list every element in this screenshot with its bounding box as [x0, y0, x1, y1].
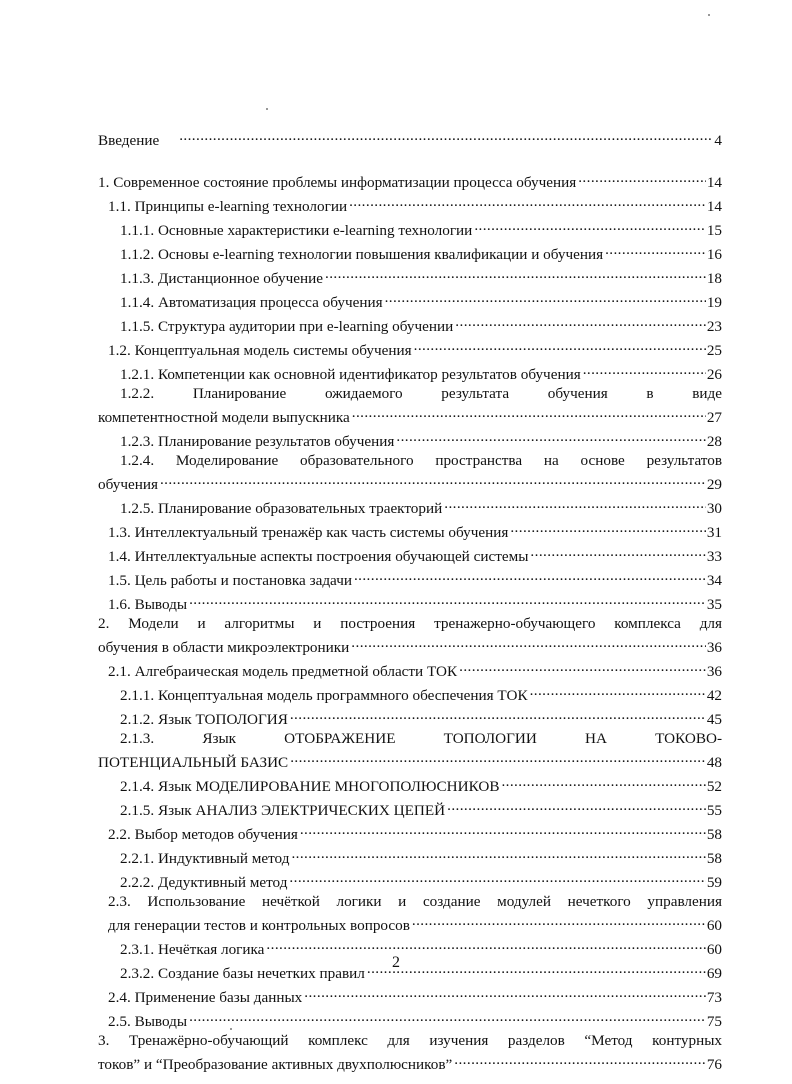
toc-entry-page: 26	[706, 366, 722, 383]
toc-entry	[98, 288, 722, 312]
toc-entry-page: 4	[714, 132, 722, 149]
toc-entry-title: 1.3. Интеллектуальный тренажёр как часть системы обучения	[108, 524, 509, 541]
toc-entry	[98, 264, 722, 288]
toc-entry-title: 2.1.5. Язык АНАЛИЗ ЭЛЕКТРИЧЕСКИХ ЦЕПЕЙ	[120, 802, 446, 819]
toc-gap	[98, 150, 722, 168]
toc-entry-page: 36	[706, 639, 722, 656]
toc-leader-dots	[302, 983, 706, 1002]
toc-entry-title: 1.1.2. Основы e-learning технологии повышения квалификации и обучения	[120, 246, 604, 263]
toc-entry-page: 14	[706, 198, 722, 215]
toc-entry-page: 42	[706, 687, 722, 704]
toc-entry-page: 60	[706, 941, 722, 958]
toc-entry-page: 18	[706, 270, 722, 287]
toc-entry-title: компетентностной модели выпускника	[98, 409, 350, 426]
toc-leader-dots	[288, 748, 706, 767]
toc-leader-dots	[347, 192, 706, 211]
toc-entry-continuation	[98, 748, 722, 772]
toc-entry	[98, 983, 722, 1007]
toc-entry-title: 1.1.3. Дистанционное обучение	[120, 270, 324, 287]
toc-entry-title: ПОТЕНЦИАЛЬНЫЙ БАЗИС	[98, 754, 289, 771]
toc-leader-dots	[412, 336, 706, 355]
toc-leader-dots	[528, 542, 705, 561]
toc-entry-page: 28	[706, 433, 722, 450]
toc-leader-dots	[287, 868, 705, 887]
toc-leader-dots	[581, 360, 706, 379]
toc-entry-page: 75	[706, 1013, 722, 1030]
toc-entry-title: обучения в области микроэлектроники	[98, 639, 350, 656]
toc-entry-multiline	[98, 614, 722, 657]
toc-leader-dots	[576, 168, 706, 187]
toc-entry	[98, 336, 722, 360]
toc-entry-page: 60	[706, 917, 722, 934]
toc-entry-title: 2.2.1. Индуктивный метод	[120, 850, 290, 867]
toc-entry-page: 69	[706, 965, 722, 982]
table-of-contents	[98, 126, 722, 1074]
toc-entry-page: 14	[706, 174, 722, 191]
scan-speck	[230, 1028, 232, 1030]
toc-leader-dots	[350, 403, 706, 422]
toc-entry-page: 58	[706, 850, 722, 867]
toc-entry-title: 1.1.5. Структура аудитории при e-learning обучении	[120, 318, 454, 335]
toc-list	[98, 168, 722, 1074]
toc-entry-page: 34	[706, 572, 722, 589]
toc-leader-dots	[472, 216, 706, 235]
toc-entry-multiline	[98, 451, 722, 494]
toc-entry-multiline	[98, 892, 722, 935]
toc-leader-dots	[383, 288, 706, 307]
toc-entry	[98, 216, 722, 240]
toc-entry-title: для генерации тестов и контрольных вопросов	[108, 917, 410, 934]
toc-entry	[98, 360, 722, 384]
toc-entry	[98, 427, 722, 451]
toc-leader-dots	[177, 126, 713, 145]
toc-entry-title: 1.1.4. Автоматизация процесса обучения	[120, 294, 383, 311]
toc-entry-page: 35	[706, 596, 722, 613]
toc-leader-dots	[298, 820, 706, 839]
toc-leader-dots	[187, 590, 706, 609]
toc-leader-dots	[457, 657, 706, 676]
toc-entry-page: 55	[706, 802, 722, 819]
toc-entry-title: 1.2.5. Планирование образовательных траекторий	[120, 500, 443, 517]
toc-leader-dots	[603, 240, 706, 259]
toc-entry-title: 1.1. Принципы e-learning технологии	[108, 198, 348, 215]
toc-entry-multiline	[98, 729, 722, 772]
toc-leader-dots	[394, 427, 705, 446]
toc-entry	[98, 590, 722, 614]
toc-entry-page: 23	[706, 318, 722, 335]
toc-entry-title: 2.1.2. Язык ТОПОЛОГИЯ	[120, 711, 288, 728]
toc-entry-continuation	[108, 911, 722, 935]
toc-leader-dots	[323, 264, 706, 283]
toc-leader-dots	[264, 935, 705, 954]
toc-entry	[98, 566, 722, 590]
toc-entry	[98, 518, 722, 542]
toc-entry-page: 52	[706, 778, 722, 795]
toc-entry-title: 2.1.4. Язык МОДЕЛИРОВАНИЕ МНОГОПОЛЮСНИКОВ	[120, 778, 500, 795]
toc-entry-title: 1.2. Концептуальная модель системы обучения	[108, 342, 412, 359]
toc-entry-title: 1.6. Выводы	[108, 596, 188, 613]
toc-entry	[98, 705, 722, 729]
toc-entry-title: 2.5. Выводы	[108, 1013, 188, 1030]
toc-entry-page: 33	[706, 548, 722, 565]
toc-entry	[98, 168, 722, 192]
toc-entry-title: 2.2.2. Дедуктивный метод	[120, 874, 288, 891]
toc-entry-page: 76	[706, 1056, 722, 1073]
toc-entry	[98, 494, 722, 518]
toc-entry-title: 1.5. Цель работы и постановка задачи	[108, 572, 352, 589]
toc-entry-title: 1. Современное состояние проблемы информатизации процесса обучения	[98, 174, 577, 191]
toc-entry-title-line: 1.2.4. Моделирование образовательного пространства на основе результатов	[120, 452, 722, 469]
toc-entry-title: 1.2.3. Планирование результатов обучения	[120, 433, 395, 450]
toc-leader-dots	[499, 772, 705, 791]
toc-entry-page: 45	[706, 711, 722, 728]
toc-entry	[98, 681, 722, 705]
toc-entry	[98, 868, 722, 892]
toc-leader-dots	[452, 1050, 706, 1069]
toc-entry	[98, 657, 722, 681]
toc-entry-title-line: 2.3. Использование нечёткой логики и создание модулей нечеткого управления	[108, 893, 722, 910]
toc-entry-continuation	[98, 470, 722, 494]
toc-entry-title: 2.4. Применение базы данных	[108, 989, 303, 1006]
toc-leader-dots	[158, 470, 706, 489]
toc-entry-title-line: 2. Модели и алгоритмы и построения тренажерно-обучающего комплекса для	[98, 615, 722, 632]
toc-entry-page: 16	[706, 246, 722, 263]
toc-entry-page: 29	[706, 476, 722, 493]
toc-entry-title: 2.2. Выбор методов обучения	[108, 826, 298, 843]
toc-entry-title: 1.1.1. Основные характеристики e-learning технологии	[120, 222, 473, 239]
toc-entry-page: 59	[706, 874, 722, 891]
toc-entry	[98, 312, 722, 336]
toc-leader-dots	[453, 312, 706, 331]
toc-leader-dots	[410, 911, 706, 930]
toc-entry-page: 27	[706, 409, 722, 426]
toc-leader-dots	[442, 494, 706, 513]
toc-entry-title-line: 1.2.2. Планирование ожидаемого результата обучения в виде	[120, 385, 722, 402]
toc-entry-page: 31	[706, 524, 722, 541]
toc-entry-intro	[98, 126, 722, 150]
scan-speck	[266, 108, 268, 110]
toc-entry-title-line: 3. Тренажёрно-обучающий комплекс для изучения разделов “Метод контурных	[98, 1032, 722, 1049]
toc-entry-continuation	[98, 633, 722, 657]
toc-entry	[98, 796, 722, 820]
toc-entry	[98, 820, 722, 844]
toc-leader-dots	[508, 518, 705, 537]
toc-entry-page: 30	[706, 500, 722, 517]
toc-leader-dots	[528, 681, 706, 700]
toc-entry-continuation	[98, 403, 722, 427]
toc-entry-page: 15	[706, 222, 722, 239]
toc-leader-dots	[445, 796, 706, 815]
toc-entry-title: 1.4. Интеллектуальные аспекты построения обучающей системы	[108, 548, 529, 565]
toc-entry	[98, 1007, 722, 1031]
toc-entry-page: 58	[706, 826, 722, 843]
toc-entry-page: 48	[706, 754, 722, 771]
toc-entry-title: токов” и “Преобразование активных двухполюсников”	[98, 1056, 453, 1073]
toc-entry-title: обучения	[98, 476, 158, 493]
toc-entry	[98, 240, 722, 264]
toc-leader-dots	[187, 1007, 706, 1026]
toc-entry	[98, 192, 722, 216]
toc-entry-multiline	[98, 384, 722, 427]
toc-entry-page: 73	[706, 989, 722, 1006]
toc-entry-title: 1.2.1. Компетенции как основной идентификатор результатов обучения	[120, 366, 581, 383]
toc-entry-title: 2.3.2. Создание базы нечетких правил	[120, 965, 365, 982]
toc-entry-multiline	[98, 1031, 722, 1074]
toc-entry-title: 2.1.1. Концептуальная модель программного обеспечения ТОК	[120, 687, 528, 704]
toc-entry-continuation	[98, 1050, 722, 1074]
scan-speck	[708, 14, 710, 16]
toc-entry-page: 36	[706, 663, 722, 680]
toc-entry-title: 2.3.1. Нечёткая логика	[120, 941, 265, 958]
toc-entry	[98, 844, 722, 868]
toc-entry	[98, 542, 722, 566]
toc-leader-dots	[349, 633, 706, 652]
toc-leader-dots	[352, 566, 706, 585]
toc-leader-dots	[289, 844, 705, 863]
toc-entry	[98, 772, 722, 796]
toc-leader-dots	[288, 705, 706, 724]
toc-entry-title: 2.1. Алгебраическая модель предметной области ТОК	[108, 663, 458, 680]
toc-entry-title: Введение	[98, 132, 160, 149]
toc-entry-page: 25	[706, 342, 722, 359]
page-number: 2	[392, 954, 400, 971]
toc-entry-page: 19	[706, 294, 722, 311]
toc-entry-title-line: 2.1.3. Язык ОТОБРАЖЕНИЕ ТОПОЛОГИИ НА ТОКОВО-	[120, 730, 722, 747]
